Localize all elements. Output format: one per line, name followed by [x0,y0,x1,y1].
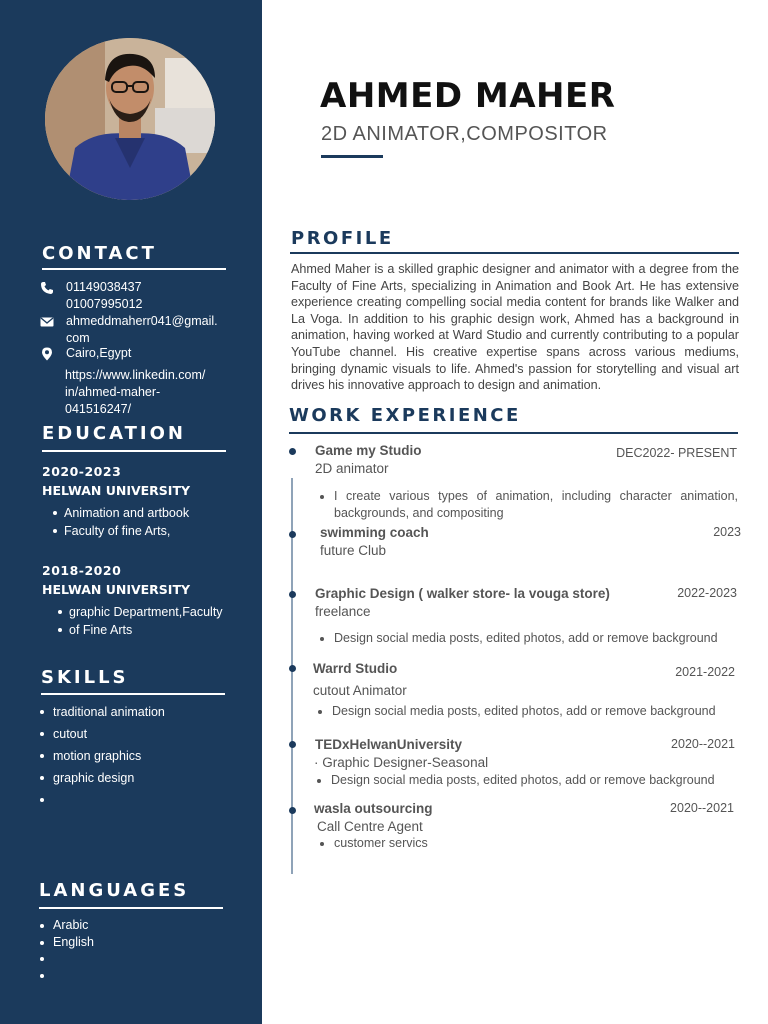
skills-heading: SKILLS [41,667,129,688]
job-bullet-item: Design social media posts, edited photos, add or remove background [317,630,718,647]
skills-list [40,701,165,811]
education-school: HELWAN UNIVERSITY [42,582,191,597]
job-bullets [317,835,428,852]
phone-number-2[interactable]: 01007995012 [66,297,143,311]
education-detail: Animation and artbook [54,504,242,522]
job-bullet-item: Design social media posts, edited photos, add or remove background [314,772,715,789]
sidebar [0,0,262,1024]
location-pin-icon [40,347,54,361]
job-date: DEC2022- PRESENT [616,446,737,460]
skill-item: graphic design [40,767,165,789]
candidate-name: AHMED MAHER [320,76,616,116]
job-bullets [315,703,716,720]
skill-item: traditional animation [40,701,165,723]
job-bullet-item: customer servics [317,835,428,852]
language-item: Arabic [40,917,94,934]
profile-heading: PROFILE [291,228,394,249]
envelope-icon [40,315,54,329]
timeline-dot [289,531,296,538]
education-detail: graphic Department,Faculty [59,603,242,621]
contact-linkedin[interactable] [65,367,255,418]
languages-heading: LANGUAGES [39,880,190,901]
job-title: Warrd Studio [313,661,398,676]
job-date: 2022-2023 [677,586,737,600]
language-item: English [40,934,94,951]
job-title: Graphic Design ( walker store- la vouga store) [315,586,610,601]
skill-item: motion graphics [40,745,165,767]
job-date: 2021-2022 [675,665,735,679]
education-years: 2020-2023 [42,464,122,479]
linkedin-line-2[interactable]: in/ahmed-maher- [65,385,161,399]
languages-list [40,917,94,983]
contact-phone [40,279,230,313]
education-entry [42,563,242,639]
job-bullet-item: Design social media posts, edited photos, add or remove background [315,703,716,720]
email-line-1[interactable]: ahmeddmaherr041@gmail. [66,314,218,328]
job-title: Game my Studio [315,443,422,458]
title-underline [321,155,383,158]
job-title: swimming coach [320,525,429,540]
education-entry [42,464,242,540]
timeline-dot [289,741,296,748]
job-bullets [314,772,715,789]
timeline-dot [289,665,296,672]
linkedin-line-3[interactable]: 041516247/ [65,402,132,416]
job-title: wasla outsourcing [314,801,433,816]
location-text: Cairo,Egypt [66,346,132,360]
job-role: · Graphic Designer-Seasonal [314,755,489,770]
profile-text: Ahmed Maher is a skilled graphic designer and animator with a degree from the Faculty of Fine Arts, specializing in Animation and Book Art. He has extensive experience creating compelling social media content for brands like Walker and La Voga. In addition to his graphic design work, Ahmed has a background in animation, having worked at Ward Studio and currently contributing to a popular YouTube channel. His creative expertise spans across various mediums, bringing dynamic visuals to life. Ahmed's passion for storytelling and visual art drives his innovative approach to design and animation. [291,262,739,393]
timeline-dot [289,807,296,814]
job-title: TEDxHelwanUniversity [315,737,463,752]
profile-rule [290,252,739,254]
education-years: 2018-2020 [42,563,122,578]
job-bullet-item: I create various types of animation, including character animation, backgrounds, and compositing [317,488,738,521]
contact-heading: CONTACT [42,243,157,264]
timeline-dot [289,448,296,455]
timeline-dot [289,591,296,598]
job-role: Call Centre Agent [317,819,423,834]
job-role: 2D animator [315,461,389,476]
job-bullets [317,488,738,521]
job-date: 2023 [713,525,741,539]
education-rule [42,450,226,452]
candidate-subtitle: 2D ANIMATOR,COMPOSITOR [321,123,608,145]
phone-number-1[interactable]: 01149038437 [66,280,142,294]
work-experience-rule [289,432,738,434]
education-heading: EDUCATION [42,423,186,444]
language-item [40,950,94,967]
contact-email [40,313,230,347]
skills-rule [41,693,225,695]
job-role: future Club [320,543,387,558]
skill-item: cutout [40,723,165,745]
languages-rule [39,907,223,909]
job-date: 2020--2021 [671,737,735,751]
contact-location [40,345,230,362]
job-role: cutout Animator [313,683,407,698]
job-role: freelance [315,604,371,619]
email-line-2[interactable]: com [66,331,90,345]
work-experience-heading: WORK EXPERIENCE [289,405,521,426]
contact-rule [42,268,226,270]
profile-photo [45,38,215,200]
job-date: 2020--2021 [670,801,734,815]
education-detail: of Fine Arts [59,621,242,639]
language-item [40,967,94,984]
skill-item [40,789,165,811]
linkedin-line-1[interactable]: https://www.linkedin.com/ [65,368,206,382]
phone-icon [40,281,54,295]
education-detail: Faculty of fine Arts, [54,522,242,540]
job-bullets [317,630,718,647]
education-school: HELWAN UNIVERSITY [42,483,191,498]
